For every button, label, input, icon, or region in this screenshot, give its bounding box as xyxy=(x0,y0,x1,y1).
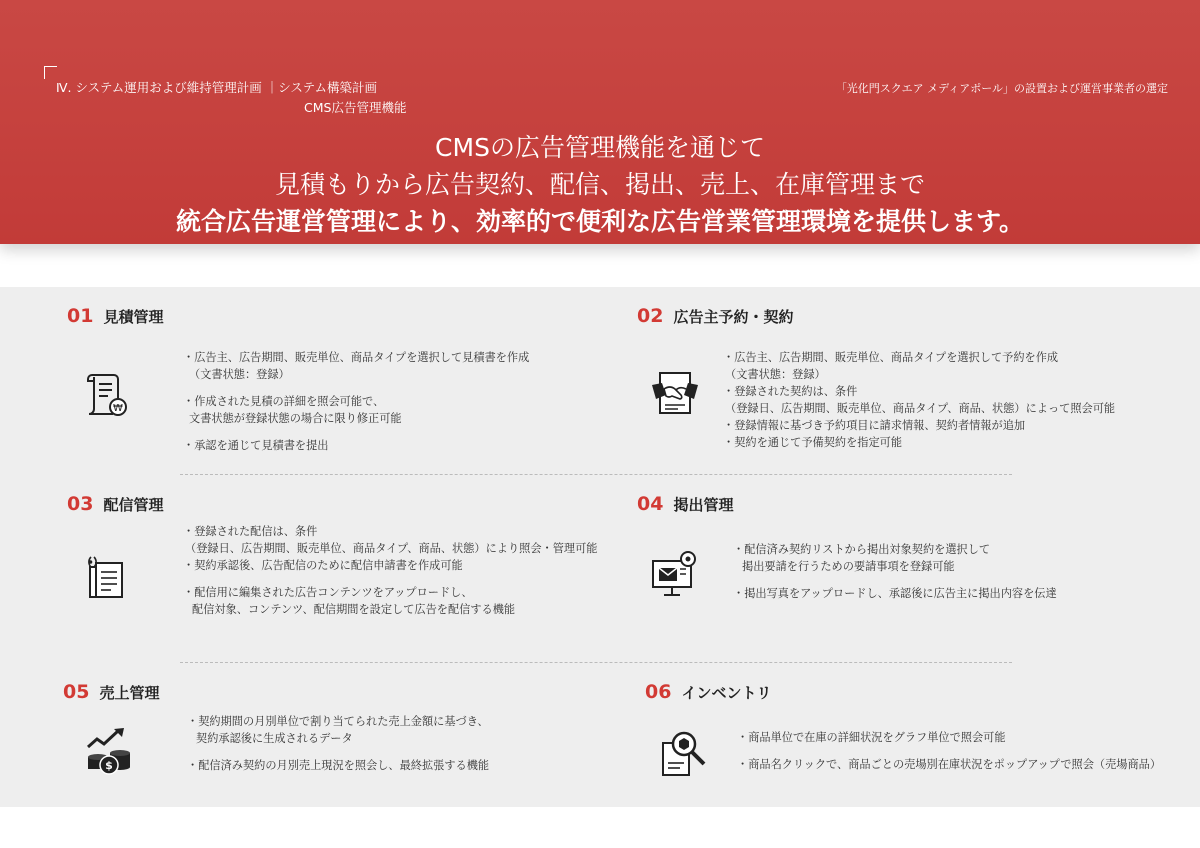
bullet-line: ・承認を通じて見積書を提出 xyxy=(183,439,329,452)
feature-description xyxy=(183,523,597,618)
bullet-line: ・登録された配信は、条件 xyxy=(183,525,318,538)
bullet-line: ・配信用に編集された広告コンテンツをアップロードし、 xyxy=(183,586,473,599)
inventory-magnifier-icon xyxy=(660,729,710,779)
coins-growth-chart-icon xyxy=(84,727,134,777)
feature-number: 01 xyxy=(67,305,94,327)
bullet-line: 契約承認後に生成されるデータ xyxy=(196,732,353,745)
svg-text:$: $ xyxy=(105,759,113,772)
feature-title: 広告主予約・契約 xyxy=(673,308,794,326)
bullet-line: 掲出要請を行うための要請事項を登録可能 xyxy=(742,560,955,573)
bullet-line: ・登録情報に基づき予約項目に請求情報、契約者情報が追加 xyxy=(723,419,1026,432)
bullet-line: ・商品単位で在庫の詳細状況をグラフ単位で照会可能 xyxy=(737,731,1006,744)
feature-number: 06 xyxy=(645,681,672,703)
feature-number: 02 xyxy=(637,305,664,327)
headline-line-2: 見積もりから広告契約、配信、掲出、売上、在庫管理まで xyxy=(274,170,925,199)
feature-number: 05 xyxy=(63,681,90,703)
bullet-line: （登録日、広告期間、販売単位、商品タイプ、商品、状態）により照会・管理可能 xyxy=(185,542,598,555)
bullet-line: ・広告主、広告期間、販売単位、商品タイプを選択して見積書を作成 xyxy=(183,351,530,364)
bullet-line: （文書状態：登録） xyxy=(725,368,826,381)
bullet-line: ・配信済み契約の月別売上現況を照会し、最終拡張する機能 xyxy=(187,759,490,772)
svg-text:₩: ₩ xyxy=(113,403,123,414)
bullet-line: ・掲出写真をアップロードし、承認後に広告主に掲出内容を伝達 xyxy=(733,587,1057,600)
bullet-line: 文書状態が登録状態の場合に限り修正可能 xyxy=(189,412,402,425)
bullet-line: ・配信済み契約リストから掲出対象契約を選択して xyxy=(733,543,991,556)
section-title: Ⅳ. システム運用および維持管理計画 ｜システム構築計画 xyxy=(56,80,377,95)
feature-title: 見積管理 xyxy=(103,308,164,326)
feature-number: 04 xyxy=(637,493,664,515)
feature-title: 売上管理 xyxy=(99,684,160,702)
bullet-line: （登録日、広告期間、販売単位、商品タイプ、商品、状態）によって照会可能 xyxy=(725,402,1116,415)
divider xyxy=(180,474,1012,475)
monitor-mail-settings-icon xyxy=(650,549,700,599)
feature-title: インベントリ xyxy=(681,684,772,702)
divider xyxy=(180,662,1012,663)
section-subtitle: CMS広告管理機能 xyxy=(304,100,407,115)
bullet-line: ・商品名クリックで、商品ごとの売場別在庫状況をポップアップで照会（売場商品） xyxy=(737,758,1162,771)
feature-description xyxy=(723,349,1115,451)
feature-title: 掲出管理 xyxy=(673,496,734,514)
bullet-line: （文書状態：登録） xyxy=(189,368,290,381)
feature-heading xyxy=(63,681,159,703)
bullet-line: ・契約を通じて予備契約を指定可能 xyxy=(723,436,903,449)
feature-heading xyxy=(645,681,771,703)
feature-description xyxy=(187,713,489,774)
header-banner xyxy=(0,0,1200,244)
feature-heading xyxy=(637,305,793,327)
bullet-line: ・契約期間の月別単位で割り当てられた売上金額に基づき、 xyxy=(187,715,489,728)
bullet-line: ・作成された見積の詳細を照会可能で、 xyxy=(183,395,385,408)
bullet-line: 配信対象、コンテンツ、配信期間を設定して広告を配信する機能 xyxy=(192,603,516,616)
feature-title: 配信管理 xyxy=(103,496,164,514)
bullet-line: ・契約承認後、広告配信のために配信申請書を作成可能 xyxy=(183,559,463,572)
feature-heading xyxy=(67,493,163,515)
broadcast-documents-icon xyxy=(82,551,132,601)
bullet-line: ・登録された契約は、条件 xyxy=(723,385,858,398)
feature-description xyxy=(733,541,1057,602)
document-scroll-won-icon xyxy=(82,369,132,419)
feature-heading xyxy=(637,493,733,515)
features-panel xyxy=(0,287,1200,807)
headline-line-1: CMSの広告管理機能を通じて xyxy=(435,133,765,162)
bullet-line: ・広告主、広告期間、販売単位、商品タイプを選択して予約を作成 xyxy=(723,351,1059,364)
feature-heading xyxy=(67,305,163,327)
feature-number: 03 xyxy=(67,493,94,515)
feature-description xyxy=(183,349,529,454)
handshake-contract-icon xyxy=(650,369,700,419)
feature-description xyxy=(737,729,1161,773)
headline-line-3: 統合広告運営管理により、効率的で便利な広告営業管理環境を提供します。 xyxy=(175,207,1024,236)
document-title: 「光化門スクエア メディアポール」の設置および運営事業者の選定 xyxy=(835,82,1168,95)
